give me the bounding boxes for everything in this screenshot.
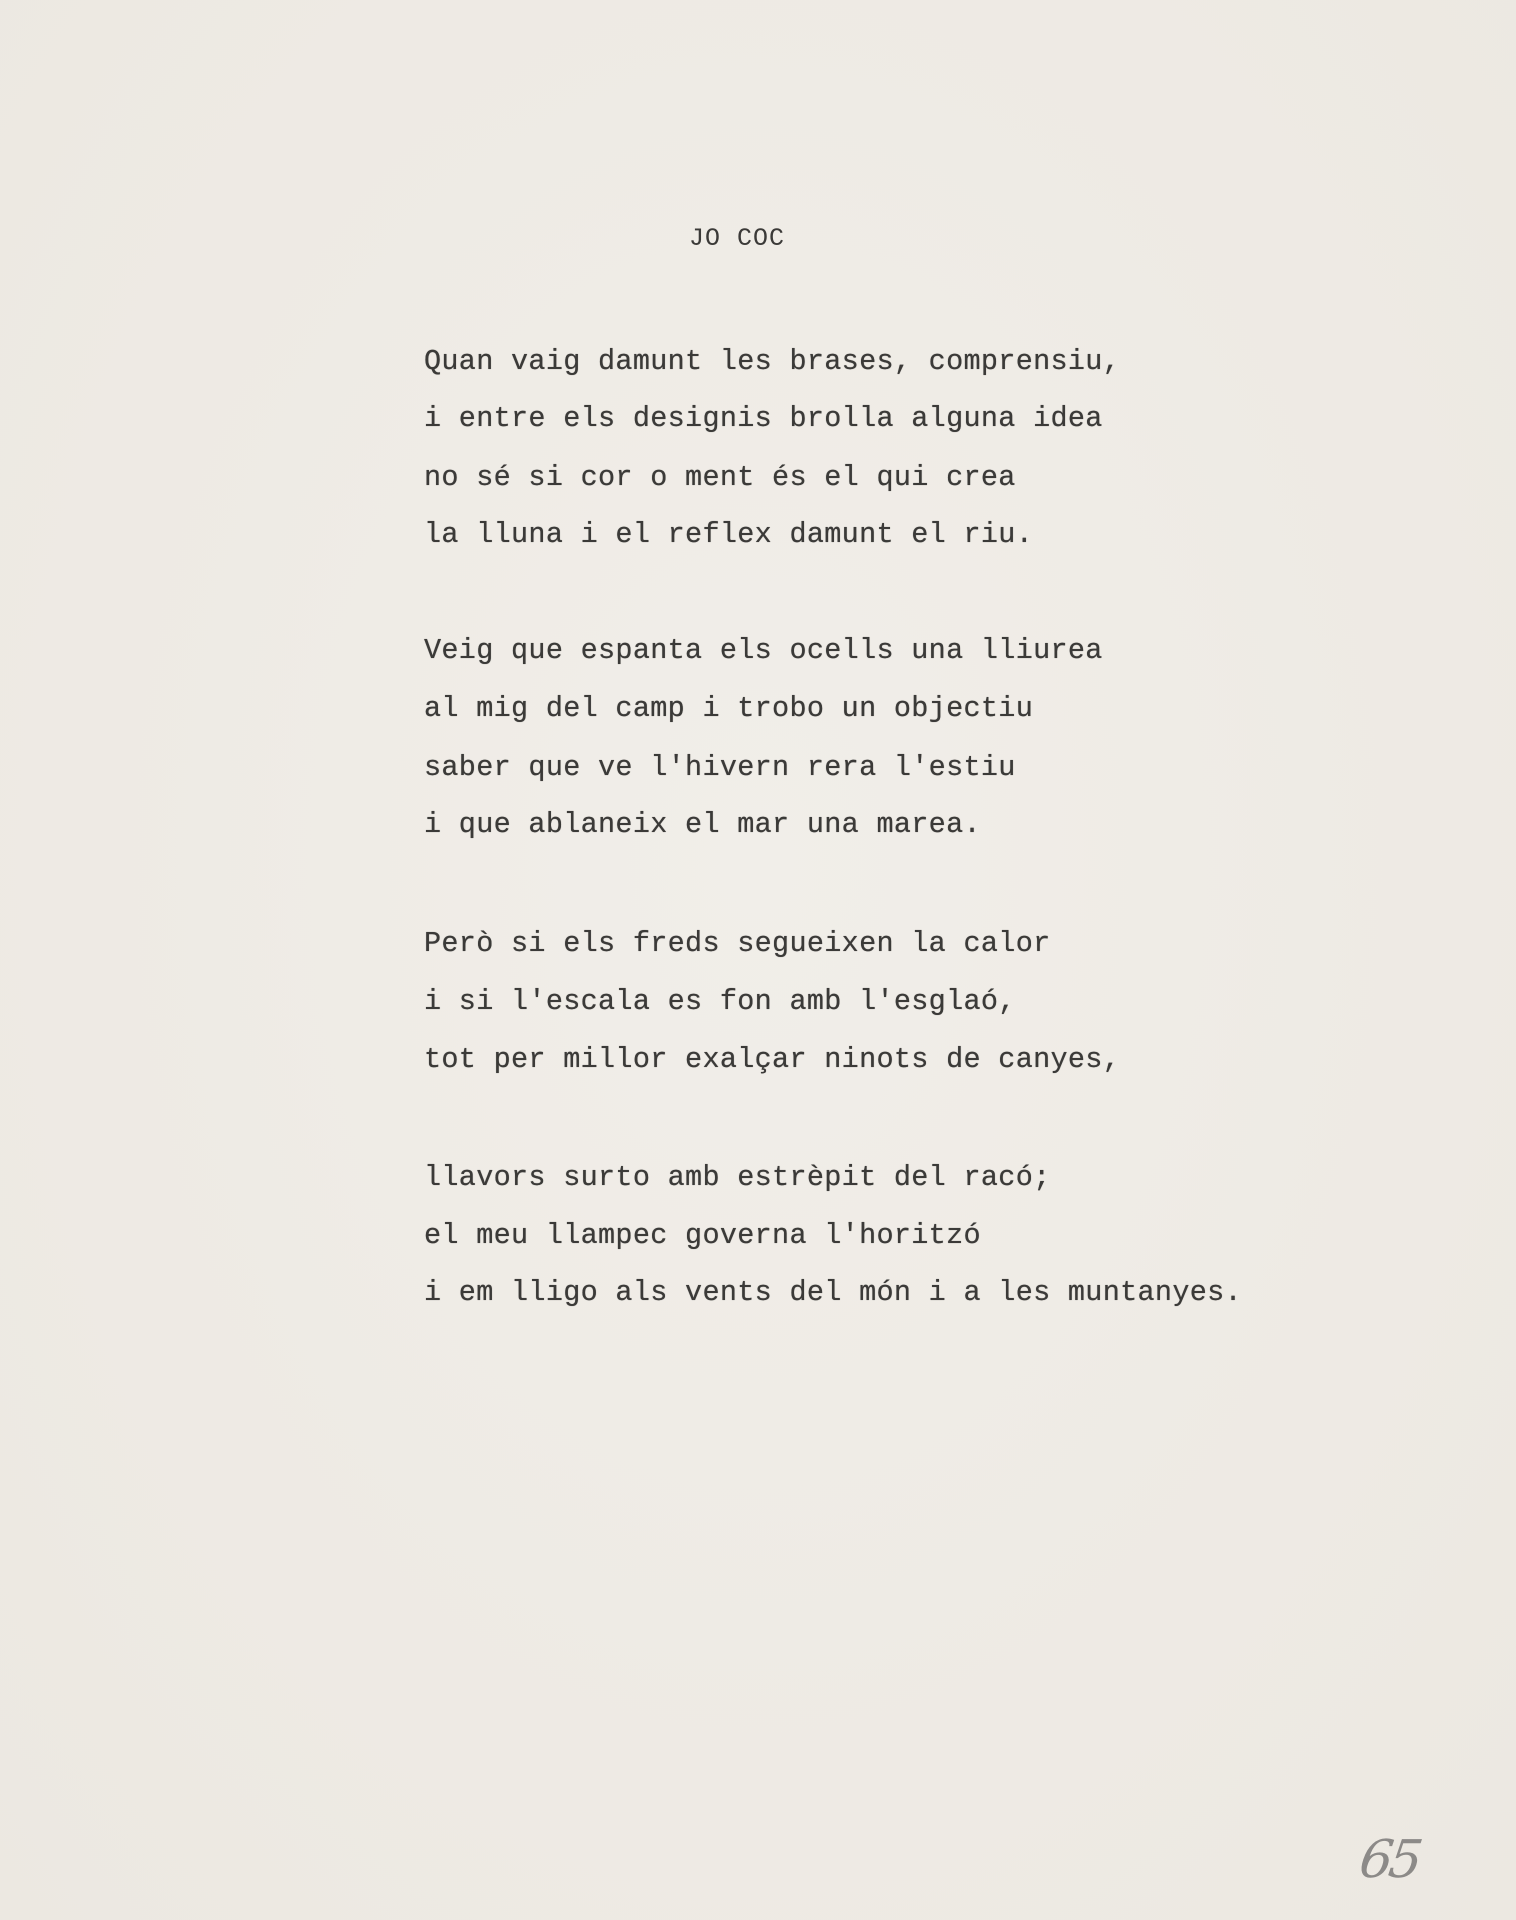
poem-line: saber que ve l'hivern rera l'estiu — [424, 751, 1016, 784]
poem-line: llavors surto amb estrèpit del racó; — [424, 1161, 1051, 1194]
poem-line: i em lligo als vents del món i a les muntanyes. — [424, 1276, 1242, 1309]
poem-line: Veig que espanta els ocells una lliurea — [424, 634, 1103, 667]
poem-line: el meu llampec governa l'horitzó — [424, 1219, 981, 1252]
poem-line: tot per millor exalçar ninots de canyes, — [424, 1043, 1121, 1076]
handwritten-page-number: 65 — [1355, 1830, 1423, 1890]
poem-line: i entre els designis brolla alguna idea — [424, 402, 1103, 435]
poem-line: i que ablaneix el mar una marea. — [424, 808, 981, 841]
poem-line: no sé si cor o ment és el qui crea — [424, 461, 1016, 494]
poem-line: la lluna i el reflex damunt el riu. — [424, 518, 1034, 551]
poem-title: JO COC — [689, 224, 786, 253]
poem-line: Quan vaig damunt les brases, comprensiu, — [424, 345, 1121, 378]
poem-line: Però si els freds segueixen la calor — [424, 927, 1051, 960]
poem-line: i si l'escala es fon amb l'esglaó, — [424, 985, 1016, 1018]
poem-line: al mig del camp i trobo un objectiu — [424, 692, 1034, 725]
